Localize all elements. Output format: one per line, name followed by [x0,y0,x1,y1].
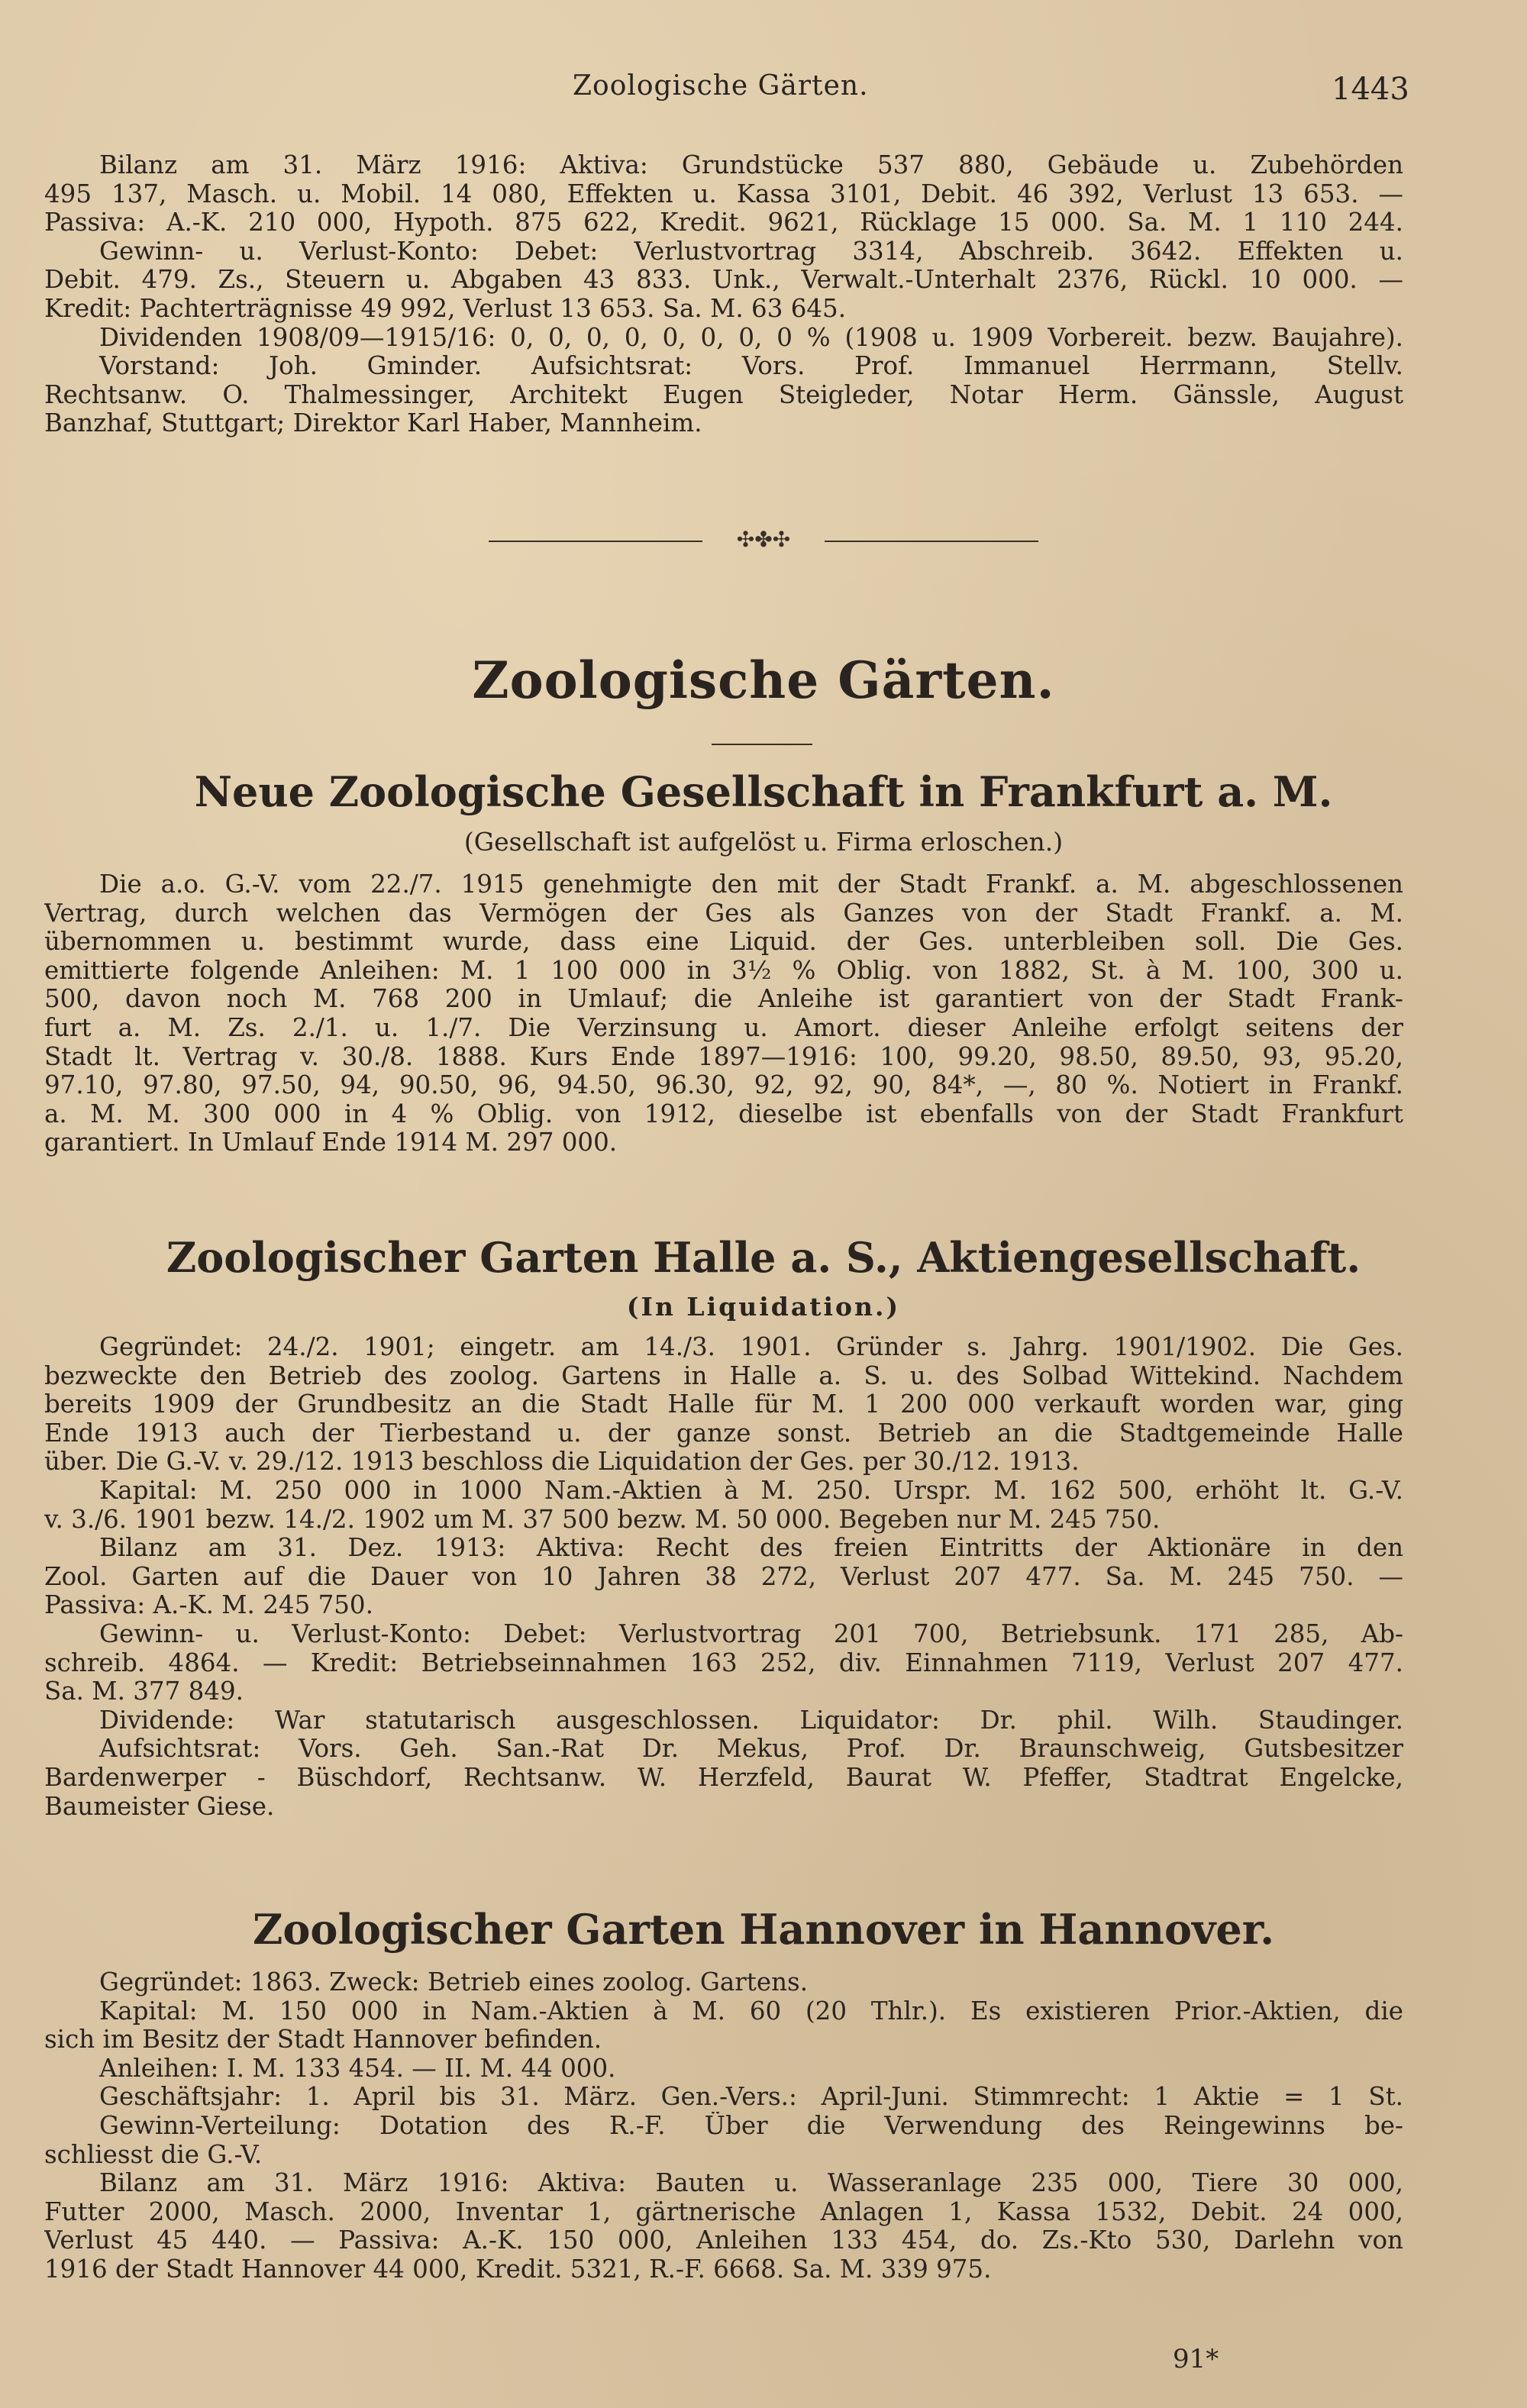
text-line: Die a.o. G.-V. vom 22./7. 1915 genehmigte den mit der Stadt Frankf. a. M. abgeschlossenen [99,870,1403,899]
section-subtitle-frankfurt: (Gesellschaft ist aufgelöst u. Firma erloschen.) [463,827,1064,857]
section-body-halle [44,1333,1403,1821]
text-line: Gegründet: 24./2. 1901; eingetr. am 14./3. 1901. Gründer s. Jahrg. 1901/1902. Die Ges. [99,1333,1403,1361]
text-line: übernommen u. bestimmt wurde, dass eine Liquid. der Ges. unterbleiben soll. Die Ges. [44,928,1403,957]
text-line: Futter 2000, Masch. 2000, Inventar 1, gärtnerische Anlagen 1, Kassa 1532, Debit. 24 000, [44,2197,1403,2226]
text-line: Bardenwerper - Büschdorf, Rechtsanw. W. Herzfeld, Baurat W. Pfeffer, Stadtrat Engelcke, [44,1763,1403,1792]
text-line: Vorstand: Joh. Gminder. Aufsichtsrat: Vors. Prof. Immanuel Herrmann, Stellv. [99,352,1403,381]
text-line: Baumeister Giese. [44,1792,275,1821]
text-line: 1916 der Stadt Hannover 44 000, Kredit. 5321, R.-F. 6668. Sa. M. 339 975. [44,2255,992,2284]
text-line: Gewinn- u. Verlust-Konto: Debet: Verlustvortrag 201 700, Betriebsunk. 171 285, Ab- [99,1619,1403,1648]
section-body-hannover [44,1968,1403,2284]
section-heading-hannover: Zoologischer Garten Hannover in Hannover. [252,1905,1274,1954]
section-body-frankfurt [44,870,1403,1157]
text-line: Kapital: M. 150 000 in Nam.-Aktien à M. 60 (20 Thlr.). Es existieren Prior.-Aktien, die [99,1996,1403,2025]
running-title: Zoologische Gärten. [573,70,869,102]
section-heading-halle: Zoologischer Garten Halle a. S., Aktiengesellschaft. [166,1233,1361,1282]
text-line: Geschäftsjahr: 1. April bis 31. März. Gen.-Vers.: April-Juni. Stimmrecht: 1 Aktie = 1 St. [99,2083,1403,2112]
text-line: Aufsichtsrat: Vors. Geh. San.-Rat Dr. Mekus, Prof. Dr. Braunschweig, Gutsbesitzer [99,1735,1403,1764]
text-line: schreib. 4864. — Kredit: Betriebseinnahmen 163 252, div. Einnahmen 7119, Verlust 207 477. [44,1648,1403,1677]
text-line: Gewinn-Verteilung: Dotation des R.-F. Über die Verwendung des Reingewinns be- [99,2111,1403,2140]
text-line: Kapital: M. 250 000 in 1000 Nam.-Aktien à M. 250. Urspr. M. 162 500, erhöht lt. G.-V. [99,1476,1403,1505]
text-line: bezweckte den Betrieb des zoolog. Gartens in Halle a. S. u. des Solbad Wittekind. Nachdem [44,1361,1403,1390]
text-line: Verlust 45 440. — Passiva: A.-K. 150 000, Anleihen 133 454, do. Zs.-Kto 530, Darlehn von [44,2226,1403,2255]
text-line: furt a. M. Zs. 2./1. u. 1./7. Die Verzinsung u. Amort. dieser Anleihe erfolgt seitens der [44,1013,1403,1042]
chapter-heading-rule [712,744,812,745]
divider-ornament: ✣✤✣ [736,527,791,552]
section-subtitle-halle: (In Liquidation.) [626,1292,901,1322]
text-line: Ende 1913 auch der Tierbestand u. der ganze sonst. Betrieb an die Stadtgemeinde Halle [44,1419,1403,1448]
text-line: Zool. Garten auf die Dauer von 10 Jahren 38 272, Verlust 207 477. Sa. M. 245 750. — [44,1562,1403,1591]
text-line: Passiva: A.-K. M. 245 750. [44,1591,373,1620]
text-line: Bilanz am 31. März 1916: Aktiva: Grundstücke 537 880, Gebäude u. Zubehörden [99,151,1403,179]
running-header [0,70,1527,116]
signature-mark: 91* [1173,2344,1219,2374]
text-line: bereits 1909 der Grundbesitz an die Stadt Halle für M. 1 200 000 verkauft worden war, ging [44,1390,1403,1419]
text-line: über. Die G.-V. v. 29./12. 1913 beschloss die Liquidation der Ges. per 30./12. 1913. [44,1448,1080,1477]
text-line: Banzhaf, Stuttgart; Direktor Karl Haber, Mannheim. [44,409,702,438]
divider-rule-right [825,541,1038,542]
chapter-heading: Zoologische Gärten. [472,650,1055,710]
text-line: v. 3./6. 1901 bezw. 14./2. 1902 um M. 37 500 bezw. M. 50 000. Begeben nur M. 245 750. [44,1505,1161,1534]
page-number: 1443 [1332,72,1409,107]
text-line: Gewinn- u. Verlust-Konto: Debet: Verlustvortrag 3314, Abschreib. 3642. Effekten u. [99,237,1403,266]
text-line: Dividende: War statutarisch ausgeschlossen. Liquidator: Dr. phil. Wilh. Staudinger. [99,1706,1403,1735]
text-line: Vertrag, durch welchen das Vermögen der Ges als Ganzes von der Stadt Frankf. a. M. [44,899,1403,928]
text-line: Bilanz am 31. Dez. 1913: Aktiva: Recht des freien Eintritts der Aktionäre in den [99,1534,1403,1563]
text-line: Debit. 479. Zs., Steuern u. Abgaben 43 833. Unk., Verwalt.-Unterhalt 2376, Rückl. 10 000. — [44,266,1403,295]
section-heading-frankfurt: Neue Zoologische Gesellschaft in Frankfurt a. M. [194,767,1333,816]
text-line: 97.10, 97.80, 97.50, 94, 90.50, 96, 94.50, 96.30, 92, 92, 90, 84*, —, 80 %. Notiert in Frankf. [44,1071,1403,1100]
previous-company-block [44,151,1403,438]
text-line: a. M. M. 300 000 in 4 % Oblig. von 1912, dieselbe ist ebenfalls von der Stadt Frankfurt [44,1099,1403,1128]
text-line: Kredit: Pachterträgnisse 49 992, Verlust 13 653. Sa. M. 63 645. [44,294,847,323]
ornamental-divider [489,525,1038,556]
text-line: sich im Besitz der Stadt Hannover befinden. [44,2025,602,2055]
text-line: garantiert. In Umlauf Ende 1914 M. 297 000. [44,1128,618,1157]
divider-rule-left [489,541,702,542]
text-line: schliesst die G.-V. [44,2140,263,2169]
text-line: Bilanz am 31. März 1916: Aktiva: Bauten u. Wasseranlage 235 000, Tiere 30 000, [99,2169,1403,2198]
text-line: Passiva: A.-K. 210 000, Hypoth. 875 622, Kredit. 9621, Rücklage 15 000. Sa. M. 1 110 244. [44,208,1403,237]
text-line: Stadt lt. Vertrag v. 30./8. 1888. Kurs Ende 1897—1916: 100, 99.20, 98.50, 89.50, 93, 95.20, [44,1042,1403,1071]
text-line: Gegründet: 1863. Zweck: Betrieb eines zoolog. Gartens. [99,1968,809,1996]
text-line: emittierte folgende Anleihen: M. 1 100 000 in 3½ % Oblig. von 1882, St. à M. 100, 300 u. [44,956,1403,985]
text-line: Rechtsanw. O. Thalmessinger, Architekt Eugen Steigleder, Notar Herm. Gänssle, August [44,380,1403,409]
text-line: Anleihen: I. M. 133 454. — II. M. 44 000. [99,2054,616,2083]
text-line: 500, davon noch M. 768 200 in Umlauf; die Anleihe ist garantiert von der Stadt Frank- [44,985,1403,1014]
text-line: 495 137, Masch. u. Mobil. 14 080, Effekten u. Kassa 3101, Debit. 46 392, Verlust 13 653. — [44,179,1403,208]
text-line: Sa. M. 377 849. [44,1677,244,1706]
text-line: Dividenden 1908/09—1915/16: 0, 0, 0, 0, 0, 0, 0, 0 % (1908 u. 1909 Vorbereit. bezw. Baujahre). [99,323,1403,352]
